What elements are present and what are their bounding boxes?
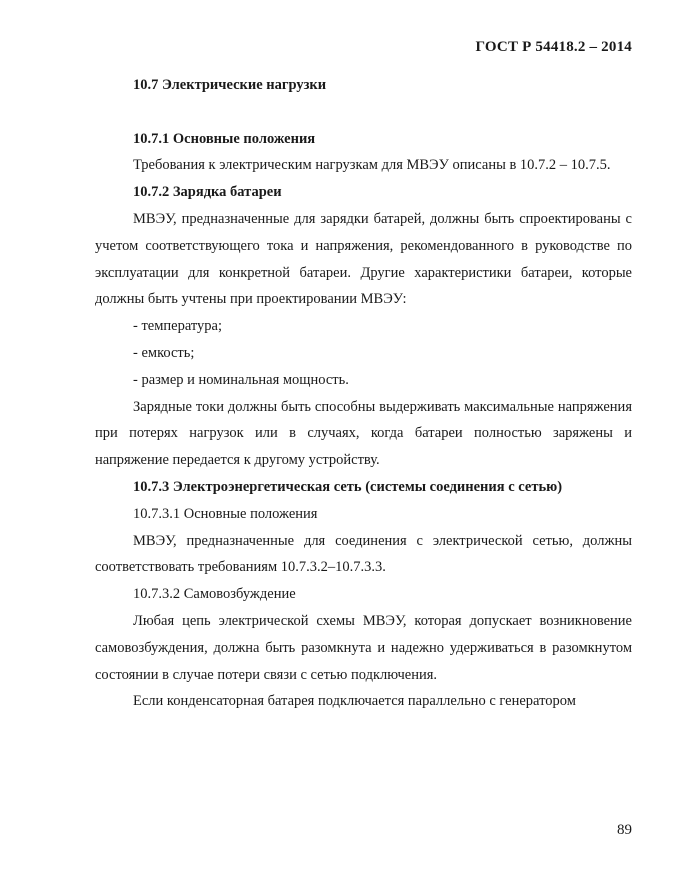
paragraph-10-7-3-2: Любая цепь электрической схемы МВЭУ, которая допускает возникновение самовозбуждения, должна быть разомкнута и надежно удерживаться в разомкнутом состоянии в случае потери связи с сетью подключения.	[95, 612, 632, 683]
paragraph-charging-currents: Зарядные токи должны быть способны выдерживать максимальные напряжения при потерях нагрузок или в случаях, когда батареи полностью заряжены и напряжение передается к другому устройству.	[95, 398, 632, 469]
paragraph-10-7-1: Требования к электрическим нагрузкам для МВЭУ описаны в 10.7.2 – 10.7.5.	[133, 157, 611, 174]
page-number: 89	[617, 822, 632, 838]
section-title-10-7-1: 10.7.1 Основные положения	[133, 130, 316, 147]
paragraph-10-7-3-1: МВЭУ, предназначенные для соединения с электрической сетью, должны соответствовать требованиям 10.7.3.2–10.7.3.3.	[95, 532, 632, 576]
list-item: - размер и номинальная мощность.	[133, 371, 349, 388]
subsection-title-10-7-3-1: 10.7.3.1 Основные положения	[133, 505, 318, 522]
spacer	[95, 99, 632, 126]
document-body	[95, 72, 632, 715]
paragraph-capacitor-bank: Если конденсаторная батарея подключается параллельно с генератором	[133, 693, 576, 710]
section-title-10-7-3: 10.7.3 Электроэнергетическая сеть (системы соединения с сетью)	[133, 478, 563, 495]
section-title-10-7: 10.7 Электрические нагрузки	[133, 77, 327, 93]
paragraph-10-7-2: МВЭУ, предназначенные для зарядки батарей, должны быть спроектированы с учетом соответствующего тока и напряжения, рекомендованного в руководстве по эксплуатации для конкретной батареи. Другие характеристики батареи, которые должны быть учтены при проектировании МВЭУ:	[95, 210, 632, 308]
subsection-title-10-7-3-2: 10.7.3.2 Самовозбуждение	[133, 586, 296, 603]
section-title-10-7-2: 10.7.2 Зарядка батареи	[133, 184, 282, 201]
list-item: - емкость;	[133, 344, 195, 361]
standard-header: ГОСТ Р 54418.2 – 2014	[475, 39, 632, 55]
list-item: - температура;	[133, 318, 223, 335]
